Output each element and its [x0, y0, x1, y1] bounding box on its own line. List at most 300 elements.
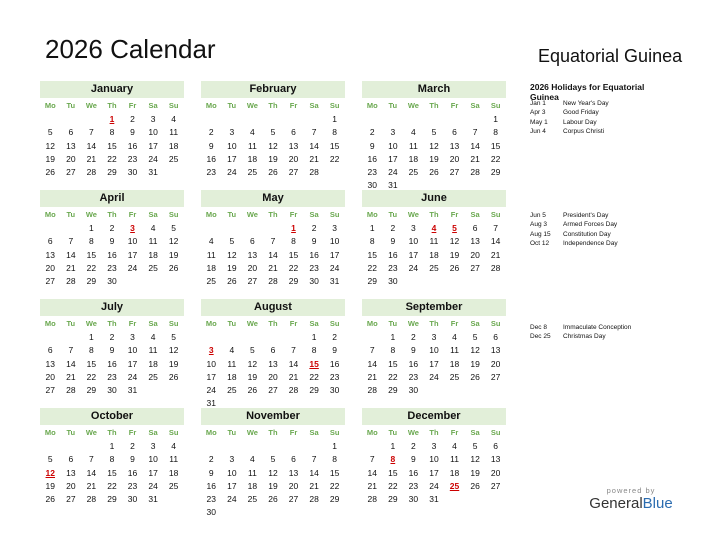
day-cell: [201, 222, 222, 235]
day-cell: [263, 331, 284, 344]
page-title: 2026 Calendar: [45, 34, 216, 64]
day-cell: 2: [411, 332, 416, 342]
weekday-label: Th: [107, 428, 117, 437]
day-cell: [362, 113, 383, 126]
day-cell: 9: [109, 345, 115, 356]
day-cell: 27: [449, 167, 460, 178]
day-cell: 30: [329, 385, 340, 396]
month-name: April: [40, 190, 184, 207]
weekday-label: Tu: [227, 210, 237, 219]
weekday-label: We: [407, 428, 419, 437]
day-cell: 10: [206, 358, 217, 369]
month-name: November: [201, 408, 345, 425]
day-cell: 10: [429, 454, 439, 465]
day-cell: 20: [288, 480, 299, 491]
day-cell: 3: [229, 127, 235, 138]
day-cell: 14: [309, 140, 319, 151]
day-cell: 22: [367, 262, 378, 273]
month-february: [201, 81, 345, 179]
day-cell: 11: [148, 345, 158, 356]
day-cell: [222, 331, 243, 344]
day-cell: 21: [367, 480, 378, 491]
month-name: February: [201, 81, 345, 98]
weekday-label: Th: [107, 319, 117, 328]
day-cell: 18: [206, 262, 217, 273]
day-cell: [81, 113, 102, 126]
day-cell: 29: [490, 167, 501, 178]
day-cell: 8: [332, 127, 338, 138]
day-cell: 27: [45, 276, 56, 287]
week-row: [201, 140, 345, 153]
day-cell: 7: [369, 345, 375, 356]
day-cell: 26: [449, 262, 460, 273]
day-cell: 2: [411, 441, 416, 451]
weekday-label: Th: [107, 101, 117, 110]
day-cell: 16: [127, 467, 138, 478]
day-cell: 17: [329, 249, 340, 260]
day-cell: 9: [130, 454, 135, 465]
weekday-label: Fr: [450, 319, 459, 328]
brand-blue: Blue: [642, 495, 673, 512]
day-cell: 19: [268, 153, 278, 164]
weekday-label: Tu: [227, 101, 237, 110]
day-cell: 12: [268, 467, 278, 478]
day-cell: 28: [490, 262, 501, 273]
week-row: [40, 480, 184, 493]
weekday-label: Fr: [289, 101, 298, 110]
day-cell: 14: [86, 140, 97, 151]
day-cell: 25: [148, 262, 158, 273]
day-cell: 22: [107, 480, 117, 491]
day-cell: 5: [47, 127, 53, 138]
week-row: [40, 331, 184, 344]
day-cell: 28: [367, 385, 378, 396]
day-cell: 20: [247, 262, 258, 273]
week-row: [201, 358, 345, 371]
week-row: [362, 235, 506, 248]
weekday-label: Fr: [128, 210, 137, 219]
week-row: [40, 140, 184, 153]
day-cell: 25: [206, 276, 217, 287]
weekday-label: Su: [329, 428, 340, 437]
day-cell: 11: [148, 236, 158, 247]
day-cell: 16: [408, 467, 419, 478]
day-cell: 14: [309, 467, 319, 478]
week-row: [201, 235, 345, 248]
day-cell: 8: [109, 127, 115, 138]
day-cell: 8: [332, 454, 338, 465]
day-cell: 4: [250, 454, 255, 465]
day-cell: 16: [329, 358, 340, 369]
weekday-label: Su: [329, 319, 340, 328]
holiday-day-cell: 3: [208, 345, 214, 356]
day-cell: 31: [206, 398, 217, 409]
day-cell: 2: [332, 332, 338, 342]
day-cell: 28: [66, 276, 76, 287]
day-cell: 3: [150, 441, 156, 451]
day-cell: 1: [390, 441, 396, 451]
day-cell: 2: [109, 223, 115, 233]
day-cell: 29: [86, 276, 97, 287]
day-cell: 8: [369, 236, 375, 247]
month-name: March: [362, 81, 506, 98]
day-cell: 19: [247, 371, 258, 382]
day-cell: 4: [171, 114, 177, 124]
day-cell: 16: [206, 480, 217, 491]
week-row: [362, 480, 506, 493]
day-cell: [222, 222, 243, 235]
month-august: [201, 299, 345, 411]
day-cell: [444, 275, 465, 288]
day-cell: 9: [109, 236, 115, 247]
day-cell: 25: [227, 385, 237, 396]
month-june: [362, 190, 506, 288]
day-cell: 22: [329, 153, 340, 164]
day-cell: 17: [127, 249, 138, 260]
week-row: [362, 344, 506, 357]
holiday-day-cell: 3: [130, 223, 135, 233]
day-cell: 2: [390, 223, 396, 233]
weekday-label: Su: [168, 428, 179, 437]
weekday-label: Fr: [450, 428, 459, 437]
day-cell: 22: [107, 153, 117, 164]
day-cell: 14: [268, 249, 278, 260]
day-cell: 11: [206, 249, 216, 260]
day-cell: 5: [472, 441, 478, 451]
day-cell: [143, 275, 164, 288]
week-row: [362, 467, 506, 480]
weekday-label: Fr: [450, 210, 459, 219]
day-cell: 3: [229, 454, 235, 465]
day-cell: 12: [168, 236, 179, 247]
day-cell: 19: [227, 262, 237, 273]
holiday-name: Constitution Day: [563, 230, 611, 238]
day-cell: 15: [107, 140, 117, 151]
day-cell: 31: [429, 494, 439, 505]
weekday-label: Su: [168, 210, 179, 219]
day-cell: 30: [107, 385, 117, 396]
day-cell: [222, 440, 243, 453]
day-cell: 24: [408, 262, 419, 273]
day-cell: 3: [431, 332, 437, 342]
day-cell: 9: [332, 345, 338, 356]
day-cell: 30: [408, 385, 419, 396]
day-cell: 7: [493, 223, 499, 233]
day-cell: 13: [288, 140, 299, 151]
week-row: [201, 453, 345, 466]
holiday-day-cell: 4: [431, 223, 437, 233]
day-cell: 11: [169, 454, 179, 465]
weekday-header: [40, 99, 184, 113]
holiday-item: [530, 127, 700, 136]
weekday-label: Th: [107, 210, 117, 219]
weekday-header: [362, 99, 506, 113]
day-cell: 29: [329, 494, 340, 505]
day-cell: 24: [148, 153, 158, 164]
day-cell: 22: [388, 371, 398, 382]
month-april: [40, 190, 184, 288]
day-cell: 6: [68, 454, 74, 465]
day-cell: 24: [329, 262, 340, 273]
day-cell: 16: [388, 249, 398, 260]
weekday-header: [40, 426, 184, 440]
day-cell: [444, 493, 465, 506]
week-row: [40, 493, 184, 506]
day-cell: 19: [168, 249, 179, 260]
month-name: May: [201, 190, 345, 207]
week-row: [40, 153, 184, 166]
weekday-header: [40, 317, 184, 331]
week-row: [40, 440, 184, 453]
day-cell: 2: [208, 454, 214, 465]
day-cell: [263, 222, 284, 235]
day-cell: 9: [208, 140, 214, 151]
holiday-date: Dec 25: [530, 333, 551, 341]
weekday-label: Sa: [309, 101, 319, 110]
day-cell: 25: [408, 167, 419, 178]
day-cell: 11: [247, 467, 257, 478]
brand-name: [588, 495, 674, 512]
day-cell: 21: [288, 371, 299, 382]
day-cell: [242, 506, 263, 519]
day-cell: 24: [227, 494, 237, 505]
weekday-label: Fr: [450, 101, 459, 110]
weekday-label: Th: [429, 428, 439, 437]
day-cell: 6: [291, 127, 296, 138]
day-cell: 23: [367, 167, 378, 178]
day-cell: [465, 493, 486, 506]
day-cell: 17: [148, 467, 158, 478]
day-cell: [465, 113, 486, 126]
holiday-item: [530, 323, 700, 332]
day-cell: 26: [227, 276, 237, 287]
weekday-label: Fr: [289, 319, 298, 328]
week-row: [362, 453, 506, 466]
holiday-date: Oct 12: [530, 239, 550, 247]
day-cell: 15: [490, 140, 501, 151]
day-cell: 20: [288, 153, 299, 164]
day-cell: 7: [68, 236, 74, 247]
holiday-day-cell: 5: [452, 223, 457, 233]
day-cell: 20: [490, 358, 501, 369]
holiday-date: Apr 3: [530, 109, 546, 117]
day-cell: 7: [291, 345, 296, 356]
day-cell: [201, 331, 222, 344]
month-november: [201, 408, 345, 520]
day-cell: 13: [268, 358, 278, 369]
week-row: [201, 222, 345, 235]
week-row: [362, 222, 506, 235]
holiday-group: [530, 211, 700, 248]
day-cell: 10: [429, 345, 439, 356]
weekday-label: Th: [429, 210, 439, 219]
day-cell: 23: [206, 167, 217, 178]
day-cell: 16: [309, 249, 319, 260]
day-cell: 15: [86, 249, 97, 260]
week-row: [40, 126, 184, 139]
day-cell: [444, 113, 465, 126]
month-name: January: [40, 81, 184, 98]
day-cell: 12: [470, 454, 480, 465]
day-cell: 1: [89, 332, 94, 342]
weekday-label: Th: [429, 101, 439, 110]
weekday-label: We: [407, 319, 419, 328]
day-cell: 27: [45, 385, 56, 396]
week-row: [201, 166, 345, 179]
day-cell: 14: [367, 467, 378, 478]
day-cell: 1: [89, 223, 94, 233]
day-cell: 8: [89, 236, 94, 247]
day-cell: 1: [332, 114, 338, 124]
day-cell: 3: [332, 223, 338, 233]
day-cell: 27: [288, 494, 299, 505]
week-row: [362, 331, 506, 344]
day-cell: 24: [127, 262, 138, 273]
week-row: [362, 275, 506, 288]
day-cell: 12: [45, 140, 56, 151]
day-cell: 28: [86, 494, 97, 505]
week-row: [362, 166, 506, 179]
day-cell: 23: [309, 262, 319, 273]
day-cell: 25: [247, 167, 258, 178]
holiday-date: Jun 5: [530, 212, 546, 219]
weekday-label: Mo: [205, 101, 217, 110]
day-cell: 17: [227, 480, 237, 491]
day-cell: [242, 331, 263, 344]
day-cell: 28: [470, 167, 480, 178]
day-cell: 24: [227, 167, 237, 178]
holiday-day-cell: 1: [109, 114, 115, 124]
day-cell: 4: [150, 332, 156, 342]
day-cell: 4: [208, 236, 214, 247]
weekday-header: [201, 426, 345, 440]
day-cell: 7: [68, 345, 74, 356]
month-december: [362, 408, 506, 506]
month-name: September: [362, 299, 506, 316]
day-cell: 9: [411, 345, 416, 356]
day-cell: 6: [250, 236, 255, 247]
day-cell: [485, 493, 506, 506]
day-cell: [61, 222, 82, 235]
day-cell: 20: [490, 467, 501, 478]
day-cell: [222, 506, 243, 519]
footer-logo[interactable]: [588, 486, 674, 512]
weekday-label: Tu: [227, 428, 237, 437]
day-cell: 26: [45, 167, 56, 178]
day-cell: 3: [411, 223, 416, 233]
day-cell: 21: [309, 480, 319, 491]
holiday-date: Jan 1: [530, 100, 546, 107]
weekday-label: We: [246, 101, 258, 110]
weekday-label: Th: [268, 101, 278, 110]
day-cell: [283, 331, 304, 344]
weekday-label: Su: [490, 319, 501, 328]
day-cell: 15: [388, 358, 398, 369]
day-cell: 13: [247, 249, 258, 260]
day-cell: 29: [107, 494, 117, 505]
day-cell: 9: [130, 127, 135, 138]
day-cell: 24: [429, 480, 439, 491]
day-cell: [40, 113, 61, 126]
day-cell: 17: [227, 153, 237, 164]
day-cell: 2: [369, 127, 375, 138]
day-cell: 26: [429, 167, 439, 178]
weekday-label: Mo: [366, 210, 378, 219]
day-cell: 18: [449, 358, 460, 369]
week-row: [362, 371, 506, 384]
day-cell: 23: [127, 480, 138, 491]
day-cell: 18: [429, 249, 439, 260]
day-cell: [383, 113, 404, 126]
day-cell: 30: [127, 494, 138, 505]
day-cell: 23: [329, 371, 340, 382]
week-row: [362, 113, 506, 126]
day-cell: 5: [171, 223, 177, 233]
day-cell: 30: [107, 276, 117, 287]
weekday-label: We: [407, 101, 419, 110]
day-cell: 6: [493, 441, 499, 451]
day-cell: 19: [470, 358, 480, 369]
day-cell: 10: [408, 236, 419, 247]
day-cell: 6: [472, 223, 478, 233]
weekday-header: [201, 317, 345, 331]
day-cell: [40, 222, 61, 235]
weekday-label: Tu: [388, 319, 398, 328]
month-may: [201, 190, 345, 288]
weekday-label: Mo: [44, 319, 56, 328]
day-cell: [283, 440, 304, 453]
day-cell: 12: [227, 249, 237, 260]
day-cell: 4: [452, 332, 457, 342]
day-cell: 26: [268, 494, 278, 505]
day-cell: 28: [367, 494, 378, 505]
day-cell: 14: [288, 358, 299, 369]
day-cell: 17: [127, 358, 138, 369]
weekday-label: Mo: [44, 428, 56, 437]
weekday-label: Tu: [66, 210, 76, 219]
week-row: [201, 344, 345, 357]
day-cell: 26: [470, 371, 480, 382]
holiday-group: [530, 323, 700, 342]
weekday-label: Sa: [470, 101, 480, 110]
day-cell: 28: [86, 167, 97, 178]
week-row: [201, 371, 345, 384]
day-cell: [403, 275, 424, 288]
weekday-label: Su: [168, 319, 179, 328]
month-september: [362, 299, 506, 397]
holiday-name: Independence Day: [563, 239, 618, 247]
month-name: June: [362, 190, 506, 207]
day-cell: 21: [470, 153, 480, 164]
week-row: [362, 384, 506, 397]
day-cell: 31: [148, 167, 158, 178]
day-cell: 13: [66, 467, 76, 478]
day-cell: 15: [288, 249, 299, 260]
day-cell: 30: [309, 276, 319, 287]
weekday-label: Sa: [148, 101, 158, 110]
month-name: December: [362, 408, 506, 425]
day-cell: 5: [472, 332, 478, 342]
weekday-label: Fr: [128, 319, 137, 328]
weekday-label: We: [407, 210, 419, 219]
week-row: [201, 249, 345, 262]
day-cell: [263, 113, 284, 126]
day-cell: [304, 113, 325, 126]
day-cell: 23: [107, 371, 117, 382]
day-cell: 21: [66, 371, 76, 382]
day-cell: 30: [127, 167, 138, 178]
weekday-label: Th: [268, 319, 278, 328]
